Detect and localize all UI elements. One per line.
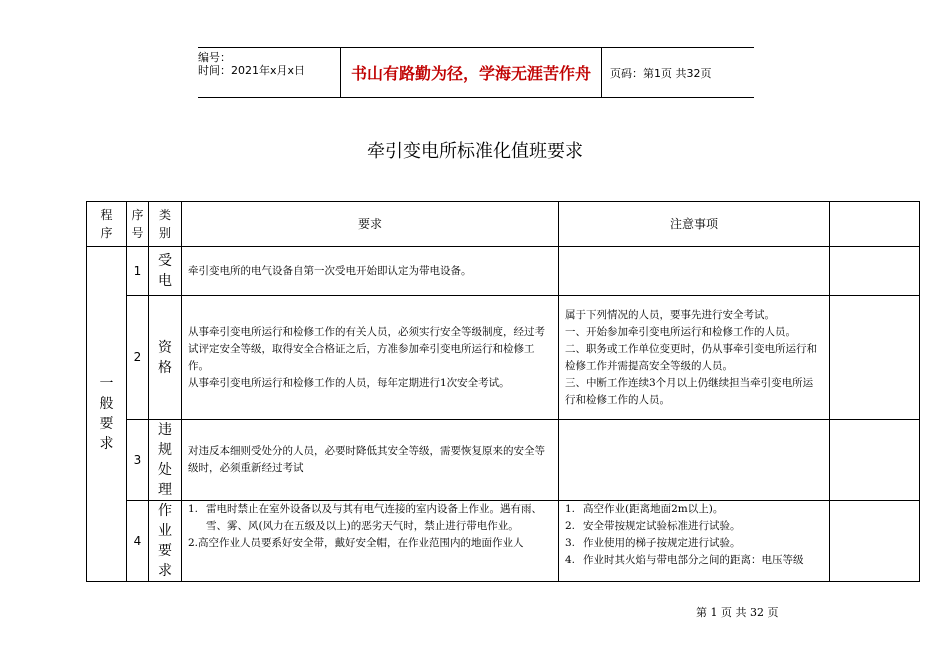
header-extra [830, 202, 920, 247]
row-extra [830, 296, 920, 420]
row-requirement: 从事牵引变电所运行和检修工作的有关人员，必须实行安全等级制度，经过考试评定安全等级，取得安全合格证之后，方准参加牵引变电所运行和检修工作。 从事牵引变电所运行和检修工作的人员，每年定期进行1次安全考试。 [182, 296, 559, 420]
time-label: 时间：2021年x月x日 [198, 64, 306, 77]
header-requirement: 要求 [182, 202, 559, 247]
row-extra [830, 420, 920, 501]
list-item: 2. 安全带按规定试验标准进行试验。 [565, 520, 741, 532]
list-item: 1. 雷电时禁止在室外设备以及与其有电气连接的室内设备上作业。遇有雨、雪、雾、风(风力在五级及以上)的恶劣天气时，禁止进行带电作业。 [188, 503, 543, 532]
table-row [87, 247, 920, 296]
row-requirement [182, 501, 559, 582]
table-row [87, 420, 920, 501]
row-number: 3 [127, 420, 149, 501]
list-item: 3. 作业使用的梯子按规定进行试验。 [565, 537, 741, 549]
row-number: 4 [127, 501, 149, 582]
list-item: 2.高空作业人员要系好安全带，戴好安全帽，在作业范围内的地面作业人 [188, 537, 524, 549]
row-requirement: 对违反本细则受处分的人员，必要时降低其安全等级，需要恢复原来的安全等级时，必须重新经过考试 [182, 420, 559, 501]
row-extra [830, 501, 920, 582]
table-row [87, 296, 920, 420]
row-requirement: 牵引变电所的电气设备自第一次受电开始即认定为带电设备。 [182, 247, 559, 296]
page-header [198, 47, 754, 98]
page-label: 页码：第1页 共32页 [610, 66, 712, 80]
page-footer: 第 1 页 共 32 页 [696, 606, 779, 619]
row-notes [559, 247, 830, 296]
requirements-table [86, 201, 920, 582]
table-row [87, 501, 920, 582]
number-label: 编号： [198, 51, 231, 64]
row-number: 2 [127, 296, 149, 420]
header-notes: 注意事项 [559, 202, 830, 247]
header-meta [198, 48, 341, 97]
motto: 书山有路勤为径，学海无涯苦作舟 [341, 48, 602, 97]
table-header-row [87, 202, 920, 247]
list-item: 1. 高空作业(距离地面2m以上)。 [565, 503, 724, 515]
row-notes [559, 420, 830, 501]
header-seq: 序 号 [127, 202, 149, 247]
row-category: 作 业 要 求 [149, 501, 182, 582]
header-procedure: 程 序 [87, 202, 127, 247]
row-number: 1 [127, 247, 149, 296]
list-item: 4. 作业时其火焰与带电部分之间的距离：电压等级 [565, 554, 804, 566]
row-category: 资 格 [149, 296, 182, 420]
row-notes [559, 501, 830, 582]
document-title: 牵引变电所标准化值班要求 [367, 141, 583, 162]
row-category: 受 电 [149, 247, 182, 296]
row-extra [830, 247, 920, 296]
section-general-requirements: 一 般 要 求 [87, 247, 127, 582]
row-category: 违 规 处 理 [149, 420, 182, 501]
header-category: 类 别 [149, 202, 182, 247]
row-notes: 属于下列情况的人员，要事先进行安全考试。 一、开始参加牵引变电所运行和检修工作的人员。 二、职务或工作单位变更时，仍从事牵引变电所运行和检修工作并需提高安全等级的人员。 三、中断工作连续3个月以上仍继续担当牵引变电所运行和检修工作的人员。 [559, 296, 830, 420]
